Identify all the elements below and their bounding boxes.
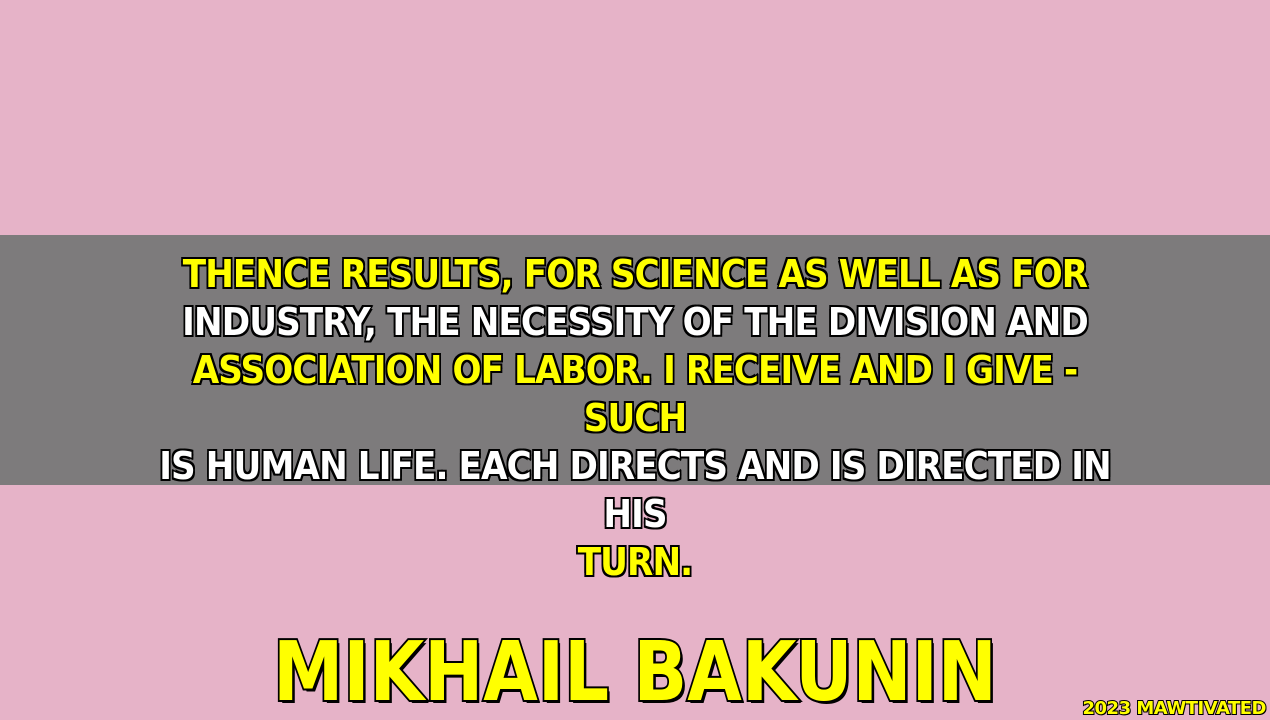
credit-watermark: 2023 MAWTIVATED bbox=[1082, 698, 1266, 719]
quote-line: TURN. bbox=[577, 540, 693, 584]
quote-line: IS HUMAN LIFE. EACH DIRECTS AND IS DIRECTED IN HIS bbox=[159, 444, 1111, 536]
quote-line: INDUSTRY, THE NECESSITY OF THE DIVISION AND bbox=[182, 300, 1088, 344]
author-name: MIKHAIL BAKUNIN bbox=[273, 625, 997, 720]
quote-line: ASSOCIATION OF LABOR. I RECEIVE AND I GIVE - SUCH bbox=[192, 348, 1078, 440]
quote-text bbox=[154, 250, 1117, 586]
quote-line: THENCE RESULTS, FOR SCIENCE AS WELL AS FOR bbox=[182, 252, 1088, 296]
